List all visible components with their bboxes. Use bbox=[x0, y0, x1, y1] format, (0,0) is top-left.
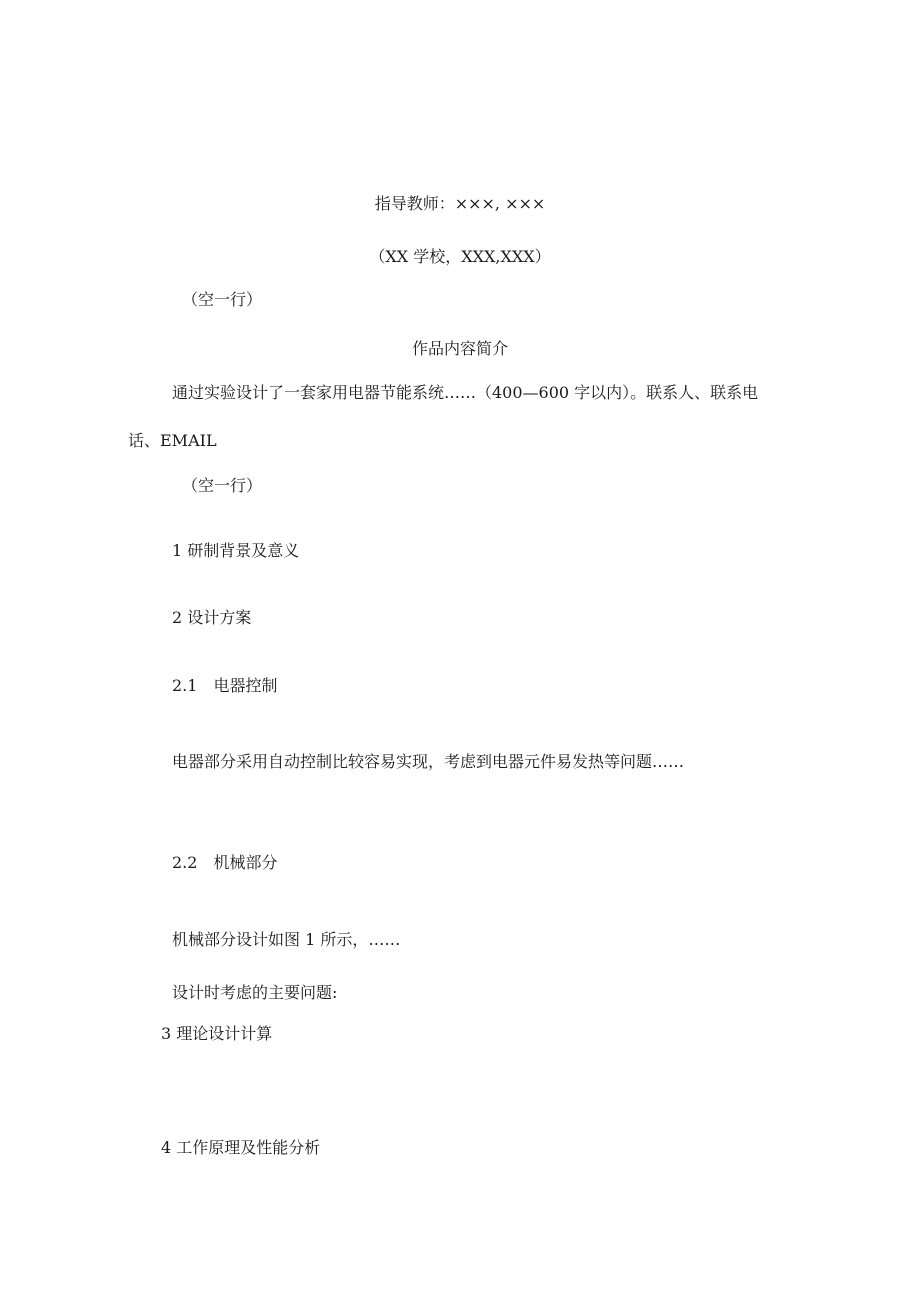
section-heading-4: 4 工作原理及性能分析 bbox=[161, 1138, 321, 1157]
subsection-heading-2-2: 2.2 机械部分 bbox=[172, 853, 278, 872]
subsection-2-1-text: 电器部分采用自动控制比较容易实现，考虑到电器元件易发热等问题…… bbox=[172, 752, 685, 771]
advisor-line: 指导教师：×××, ××× bbox=[374, 194, 546, 213]
design-issues-text: 设计时考虑的主要问题: bbox=[172, 983, 338, 1002]
summary-heading: 作品内容简介 bbox=[411, 339, 508, 358]
blank-line-note: （空一行） bbox=[182, 476, 263, 495]
subsection-heading-2-1: 2.1 电器控制 bbox=[172, 676, 278, 695]
affiliation-line: （XX 学校，XXX,XXX） bbox=[369, 247, 551, 266]
section-heading-2: 2 设计方案 bbox=[172, 608, 252, 627]
summary-text-continued: 话、EMAIL bbox=[128, 431, 217, 450]
summary-text: 通过实验设计了一套家用电器节能系统……（400—600 字以内）。联系人、联系电 bbox=[172, 383, 759, 402]
section-heading-1: 1 研制背景及意义 bbox=[172, 541, 300, 560]
blank-line-note: （空一行） bbox=[182, 290, 263, 309]
subsection-2-2-text: 机械部分设计如图 1 所示，…… bbox=[172, 930, 401, 949]
section-heading-3: 3 理论设计计算 bbox=[161, 1024, 273, 1043]
